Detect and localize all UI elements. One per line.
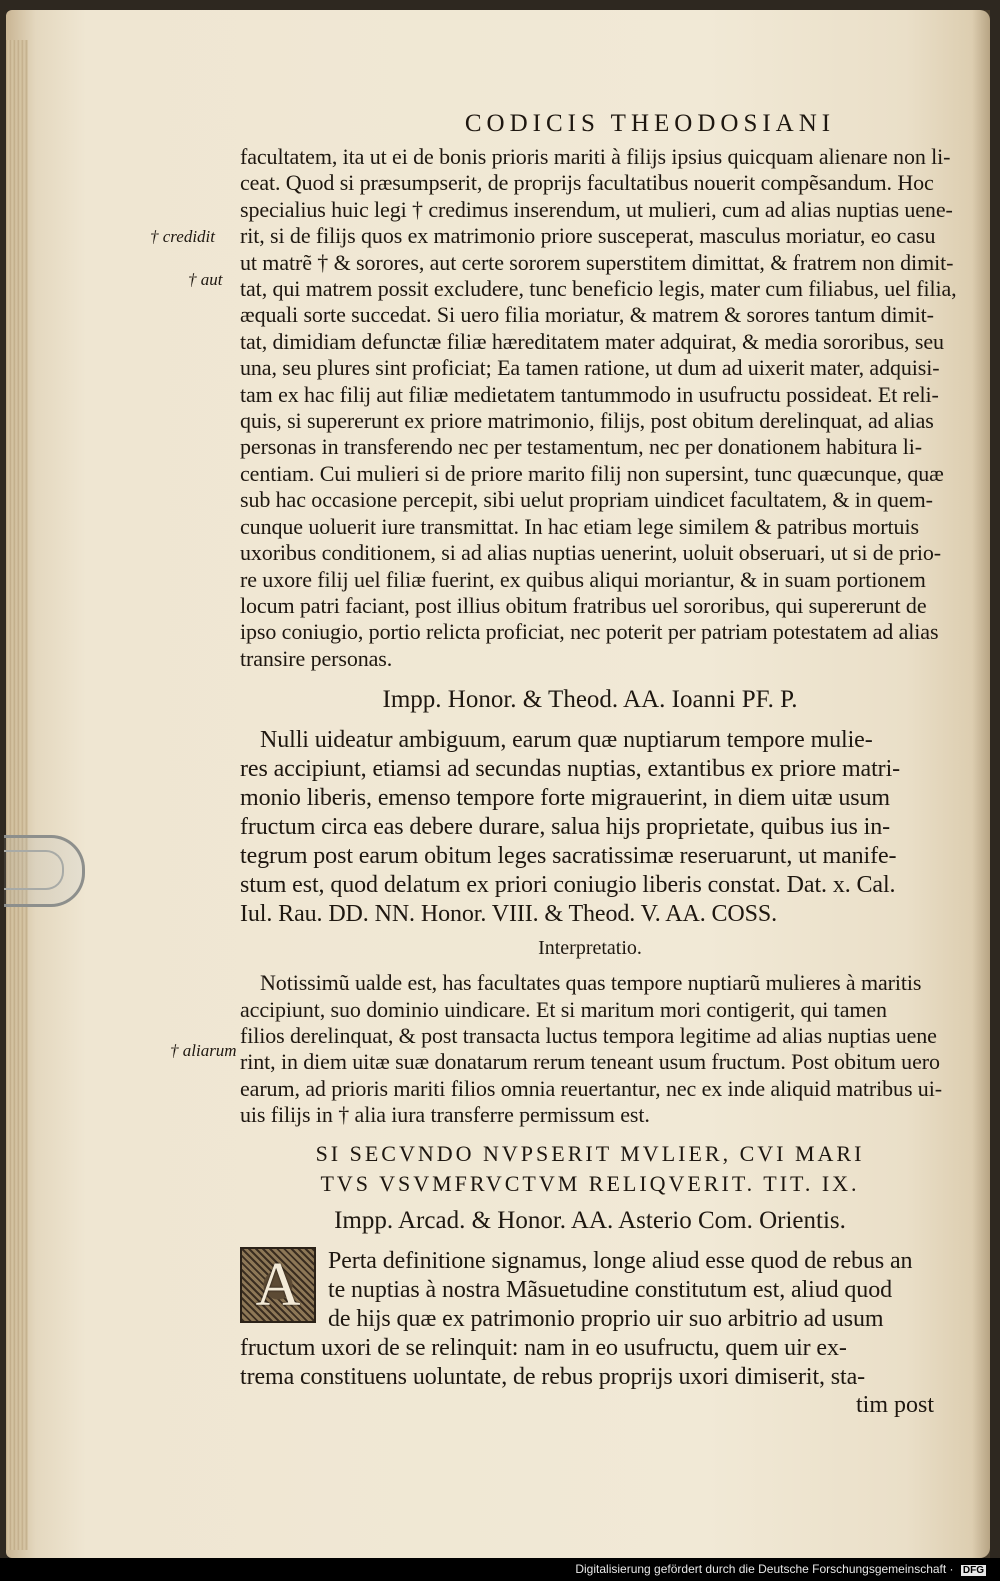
title-block bbox=[240, 1141, 940, 1197]
text-line: fructum uxori de se relinquit: nam in eo usufructu, quem uir ex- bbox=[240, 1334, 847, 1361]
text-line: Perta definitione signamus, longe aliud esse quod de rebus an bbox=[328, 1247, 913, 1274]
dfg-logo: DFG bbox=[962, 1565, 984, 1576]
text-line: re uxore filij uel filiæ fuerint, ex quibus aliqui moriantur, & in suam portionem bbox=[240, 566, 926, 592]
page-curl-shadow bbox=[972, 10, 990, 1558]
text-line: Notissimũ ualde est, has facultates quas tempore nuptiarũ mulieres à maritis bbox=[260, 970, 922, 996]
text-line: rint, in diem uitæ suæ donatarum rerum teneant usum fructum. Post obitum uero bbox=[240, 1049, 940, 1075]
heading-honor-theod: Impp. Honor. & Theod. AA. Ioanni PF. P. bbox=[382, 686, 798, 714]
margin-note-credidit: † credidit bbox=[150, 227, 215, 246]
text-line: ceat. Quod si præsumpserit, de proprijs facultatibus nouerit compẽsandum. Hoc bbox=[240, 170, 934, 196]
text-line: accipiunt, suo dominio uindicare. Et si maritum mori contigerit, qui tamen bbox=[240, 996, 887, 1022]
text-line: transire personas. bbox=[240, 645, 393, 671]
page-text bbox=[240, 110, 957, 1419]
paragraph-3 bbox=[240, 970, 940, 1128]
text-line: locum patri faciant, post illius obitum fratribus uel sororibus, qui supererunt de bbox=[240, 592, 927, 618]
text-line: filios derelinquat, & post transacta luctus tempora legitime ad alias nuptias uene bbox=[240, 1022, 937, 1048]
text-line: te nuptias à nostra Mãsuetudine constitutum est, aliud quod bbox=[328, 1276, 893, 1303]
text-line: ipso coniugio, portio relicta proficiat, nec poterit per patriam potestatem ad alias bbox=[240, 619, 939, 645]
text-line: Nulli uideatur ambiguum, earum quæ nuptiarum tempore mulie- bbox=[260, 727, 873, 754]
footer-bar bbox=[0, 1558, 1000, 1581]
text-line: facultatem, ita ut ei de bonis prioris mariti à filijs ipsius quicquam alienare non li- bbox=[240, 144, 951, 169]
text-line: tegrum post earum obitum leges sacratissimæ reseruarunt, ut manife- bbox=[240, 843, 897, 870]
text-line: ut matrẽ † & sorores, aut certe sororem superstitem dimittat, & fratrem non dimit- bbox=[240, 249, 954, 275]
text-line: rit, si de filijs quos ex matrimonio priore susceperat, masculus moriatur, eo casu bbox=[240, 223, 936, 249]
text-line: res accipiunt, etiamsi ad secundas nuptias, extantibus ex priore matri- bbox=[240, 756, 901, 783]
text-line: de hijs quæ ex patrimonio proprio uir suo arbitrio ad usum bbox=[328, 1305, 884, 1332]
title-line-1: SI SECVNDO NVPSERIT MVLIER, CVI MARI bbox=[315, 1140, 865, 1166]
text-line: monio liberis, emenso tempore forte migrauerint, in diem uitæ usum bbox=[240, 785, 890, 812]
margin-note-aliarum: † aliarum bbox=[170, 1041, 237, 1060]
text-line: uis filijs in † alia iura transferre permissum est. bbox=[240, 1102, 650, 1128]
paragraph-2 bbox=[240, 726, 940, 929]
text-line: una, seu plures sint proficiat; Ea tamen ratione, ut dum ad uixerit mater, adquisi- bbox=[240, 355, 940, 381]
running-head: CODICIS THEODOSIANI bbox=[464, 110, 836, 137]
page-edge bbox=[6, 40, 28, 1550]
footer-credit bbox=[575, 1562, 986, 1576]
text-line: uxoribus conditionem, si ad alias nuptias uenerint, uoluit obseruari, ut si de prio- bbox=[240, 540, 941, 566]
text-line: cunque uoluerit iure transmittat. In hac etiam lege similem & patribus mortuis bbox=[240, 513, 919, 539]
text-line: æquali sorte succedat. Si uero filia moriatur, & matrem & sorores tantum dimit- bbox=[240, 302, 934, 328]
paragraph-4 bbox=[240, 1247, 940, 1392]
decorated-initial bbox=[240, 1247, 316, 1323]
text-line: fructum circa eas debere durare, salua hijs proprietate, quibus ius in- bbox=[240, 814, 890, 841]
text-line: sub hac occasione percepit, sibi uelut propriam uindicet facultatem, & in quem- bbox=[240, 487, 933, 513]
margin-note-aut: † aut bbox=[188, 270, 223, 289]
title-line-2: TVS VSVMFRVCTVM RELIQVERIT. TIT. IX. bbox=[320, 1170, 860, 1196]
text-line: personas in transferendo nec per testamentum, nec per donationem habitura li- bbox=[240, 434, 922, 460]
text-line: Iul. Rau. DD. NN. Honor. VIII. & Theod. V. AA. COSS. bbox=[240, 901, 778, 928]
text-line: tam ex hac filij aut filiæ medietatem tantummodo in usufructu possideat. Et reli- bbox=[240, 381, 939, 407]
text-line: stum est, quod delatum ex priori coniugio liberis constat. Dat. x. Cal. bbox=[240, 872, 896, 899]
text-line: tat, dimidiam defunctæ filiæ hæreditatem mater adquirat, & media sororibus, seu bbox=[240, 328, 944, 354]
text-line: specialius huic legi † credimus inserendum, ut mulieri, cum ad alias nuptias uene- bbox=[240, 196, 953, 222]
text-line: tat, qui matrem possit excludere, tunc beneficio legis, mater cum filiabus, uel filia, bbox=[240, 276, 957, 302]
text-line: centiam. Cui mulieri si de priore marito filij non supersint, tunc quæcunque, quæ bbox=[240, 460, 944, 486]
text-line: trema constituens uoluntate, de rebus proprijs uxori dimiserit, sta- bbox=[240, 1363, 866, 1390]
catchword: tim post bbox=[855, 1391, 934, 1418]
heading-arcad-honor: Impp. Arcad. & Honor. AA. Asterio Com. Orientis. bbox=[334, 1206, 846, 1234]
paper-clip-inner bbox=[4, 850, 64, 890]
text-line: earum, ad prioris mariti filios omnia reuertantur, nec ex inde aliquid matribus ui- bbox=[240, 1075, 942, 1101]
text-line: quis, si supererunt ex priore matrimonio, filijs, post obitum derelinquat, ad alias bbox=[240, 408, 934, 434]
paragraph-1 bbox=[240, 144, 957, 672]
initial-letter: A bbox=[255, 1250, 301, 1319]
footer-credit-text: Digitalisierung gefördert durch die Deutsche Forschungsgemeinschaft · bbox=[575, 1562, 954, 1576]
subheading-interpretatio: Interpretatio. bbox=[538, 937, 642, 960]
